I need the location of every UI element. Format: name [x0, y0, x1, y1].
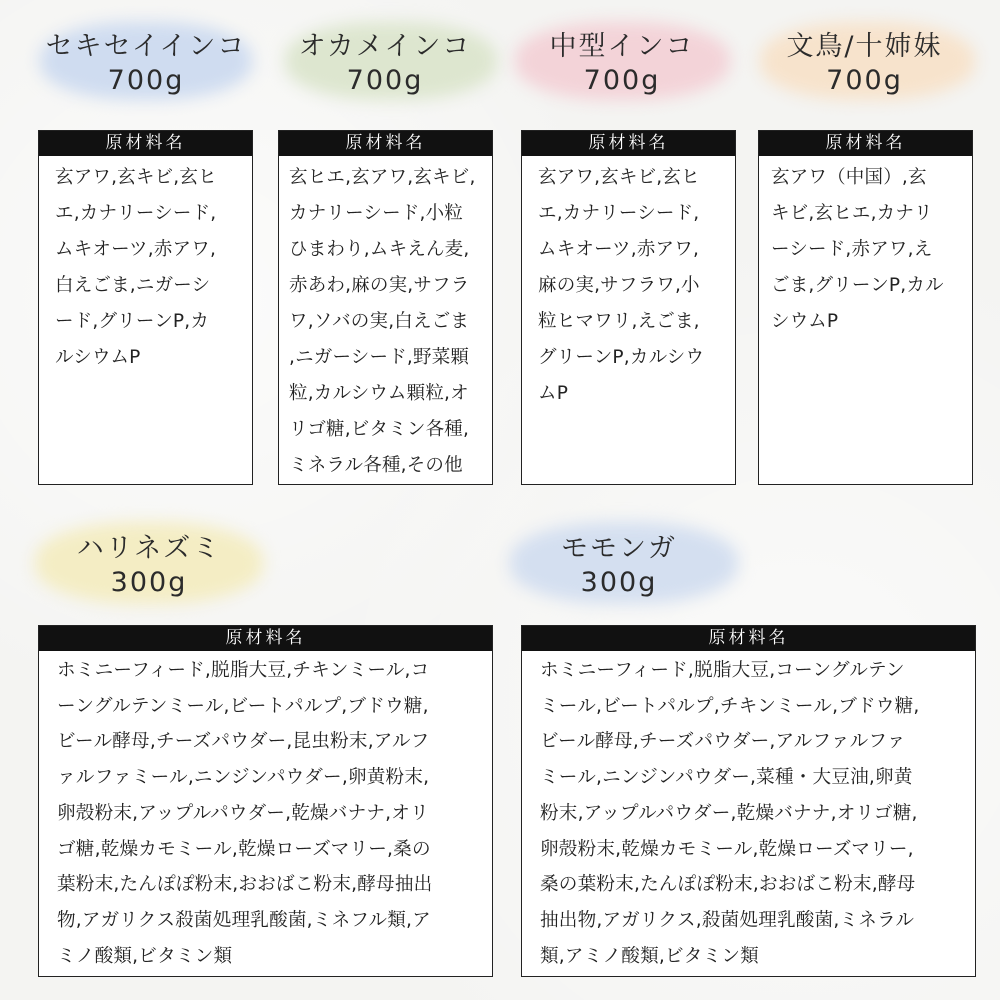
ingredient-line: 玄アワ（中国）,玄 [771, 167, 927, 188]
ingredient-line: ミール,ビートパルプ,チキンミール,ブドウ糖, [540, 695, 920, 717]
product-title-flying-squirrel [505, 532, 733, 600]
ingredients-text [522, 156, 735, 412]
product-weight: 700g [826, 65, 903, 96]
product-weight: 300g [580, 567, 658, 598]
ingredient-line: 麻の実,サフラワ,小 [538, 275, 700, 296]
ingredient-line: ごま,グリーンP,カル [771, 275, 944, 296]
ingredients-text [39, 156, 252, 376]
product-name: モモンガ [561, 533, 677, 564]
ingredient-line: エ,カナリーシード, [538, 203, 700, 224]
ingredient-line: ワ,ソバの実,白えごま [289, 311, 470, 332]
product-title-budgie [40, 30, 252, 98]
ingredient-line: 葉粉末,たんぽぽ粉末,おおばこ粉末,酵母抽出 [57, 874, 433, 896]
product-weight: 700g [583, 65, 661, 96]
ingredient-line: ァルファミール,ニンジンパウダー,卵黄粉末, [57, 767, 430, 789]
ingredient-line: 粉末,アップルパウダー,乾燥バナナ,オリゴ糖, [540, 802, 918, 824]
ingredients-text [759, 156, 972, 340]
product-name: 中型インコ [549, 31, 695, 62]
ingredients-panel-medium-parakeet [521, 130, 736, 485]
ingredient-line: 粒ヒマワリ,えごま, [538, 311, 700, 332]
product-weight: 700g [346, 65, 424, 96]
ingredient-line: ムキオーツ,赤アワ, [538, 239, 700, 260]
ingredient-line: ーシード,赤アワ,え [771, 239, 933, 260]
product-name: オカメインコ [298, 31, 472, 62]
ingredients-text [279, 156, 492, 484]
ingredient-line: 玄ヒエ,玄アワ,玄キビ, [289, 167, 476, 188]
ingredient-line: ホミニーフィード,脱脂大豆,コーングルテン [540, 660, 905, 681]
product-name: 文鳥/十姉妹 [786, 31, 943, 62]
ingredient-line: ミノ酸類,ビタミン類 [57, 945, 233, 967]
panel-header: 原材料名 [39, 131, 252, 156]
ingredient-line: 卵殻粉末,乾燥カモミール,乾燥ローズマリー, [540, 838, 914, 860]
ingredient-line: 玄アワ,玄キビ,玄ヒ [538, 167, 700, 188]
ingredient-line: グリーンP,カルシウ [538, 347, 705, 368]
panel-header: 原材料名 [522, 131, 735, 156]
product-title-finch [757, 30, 972, 98]
product-name: ハリネズミ [76, 533, 222, 564]
panel-header: 原材料名 [39, 626, 492, 651]
ingredient-line: キビ,玄ヒエ,カナリ [771, 203, 933, 224]
ingredients-panel-finch [758, 130, 973, 485]
ingredient-line: リゴ糖,ビタミン各種, [289, 419, 470, 440]
ingredient-line: 赤あわ,麻の実,サフラ [289, 275, 470, 296]
ingredient-line: ビール酵母,チーズパウダー,アルファルファ [540, 731, 906, 753]
product-weight: 300g [110, 567, 188, 598]
ingredient-line: ード,グリーンP,カ [55, 311, 210, 332]
ingredient-line: ムキオーツ,赤アワ, [55, 239, 217, 260]
ingredient-line: ミネラル各種,その他 [289, 455, 463, 476]
ingredients-text [39, 651, 492, 974]
ingredient-line: 抽出物,アガリクス,殺菌処理乳酸菌,ミネラル [540, 909, 915, 931]
ingredient-line: ホミニーフィード,脱脂大豆,チキンミール,コ [57, 660, 430, 681]
ingredient-line: シウムP [771, 311, 839, 332]
ingredient-line: 卵殻粉末,アップルパウダー,乾燥バナナ,オリ [57, 802, 429, 824]
product-weight: 700g [107, 65, 185, 96]
product-title-medium-parakeet [514, 30, 730, 98]
panel-header: 原材料名 [279, 131, 492, 156]
ingredient-line: ひまわり,ムキえん麦, [289, 239, 470, 260]
product-title-hedgehog [35, 532, 263, 600]
ingredient-line: 類,アミノ酸類,ビタミン類 [540, 945, 759, 967]
ingredients-panel-budgie [38, 130, 253, 485]
ingredient-line: ムP [538, 383, 569, 404]
ingredient-line: 粒,カルシウム顆粒,オ [289, 383, 469, 404]
ingredient-line: エ,カナリーシード, [55, 203, 217, 224]
ingredient-line: 物,アガリクス殺菌処理乳酸菌,ミネフル類,ア [57, 909, 431, 931]
product-title-cockatiel [279, 30, 491, 98]
ingredient-line: ゴ糖,乾燥カモミール,乾燥ローズマリー,桑の [57, 838, 431, 860]
ingredients-panel-cockatiel [278, 130, 493, 485]
ingredients-text [522, 651, 975, 974]
ingredient-line: ,ニガーシード,野菜顆 [289, 347, 470, 368]
product-name: セキセイインコ [45, 31, 247, 62]
ingredient-line: ルシウムP [55, 347, 141, 368]
ingredient-line: ミール,ニンジンパウダー,菜種・大豆油,卵黄 [540, 767, 913, 789]
ingredients-panel-hedgehog [38, 625, 493, 977]
ingredient-line: 桑の葉粉末,たんぽぽ粉末,おおばこ粉末,酵母 [540, 874, 916, 896]
ingredients-panel-flying-squirrel [521, 625, 976, 977]
ingredient-line: ビール酵母,チーズパウダー,昆虫粉末,アルフ [57, 731, 430, 753]
ingredient-line: 玄アワ,玄キビ,玄ヒ [55, 167, 217, 188]
ingredient-line: カナリーシード,小粒 [289, 203, 464, 224]
panel-header: 原材料名 [522, 626, 975, 651]
ingredient-line: ーングルテンミール,ビートパルプ,ブドウ糖, [57, 695, 429, 717]
panel-header: 原材料名 [759, 131, 972, 156]
ingredient-line: 白えごま,ニガーシ [55, 275, 211, 296]
